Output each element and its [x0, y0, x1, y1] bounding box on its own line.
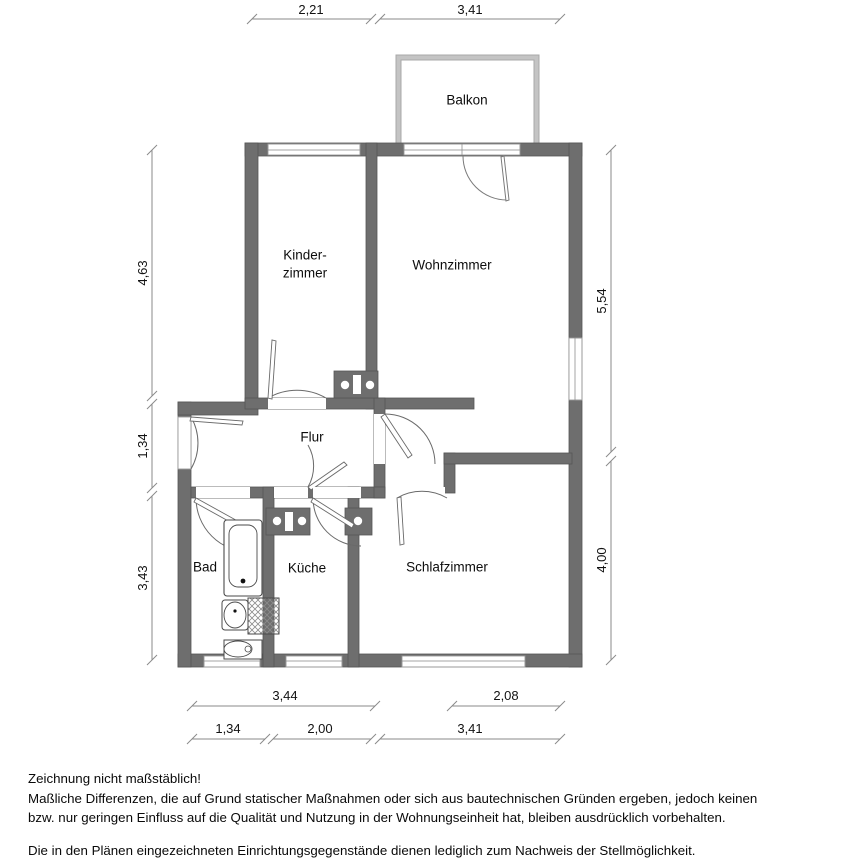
doors: [178, 340, 447, 552]
footer-spacer: [28, 828, 840, 841]
window-wohnzimmer-top: [404, 144, 520, 155]
shaft-kinderzimmer: [334, 371, 378, 398]
room-label-kinderzimmer-line2: zimmer: [282, 265, 328, 281]
shaft-kueche-left: [266, 508, 310, 535]
dimension-line-bottom-row2: [187, 734, 565, 744]
room-label-balkon: Balkon: [446, 92, 488, 108]
bathtub-icon: [224, 520, 262, 596]
dimension-top-1: 2,21: [298, 2, 324, 17]
dimension-line-right: [606, 145, 616, 665]
dimension-right-2: 4,00: [594, 547, 609, 573]
room-label-bad: Bad: [192, 559, 218, 575]
window-kinderzimmer-top: [268, 144, 360, 155]
dimension-bottom2-3: 3,41: [457, 721, 483, 736]
room-label-schlafzimmer: Schlafzimmer: [406, 559, 488, 575]
dimension-line-top: [247, 14, 565, 24]
footer-line-3: bzw. nur geringen Einfluss auf die Qualität und Nutzung in der Wohnungseinheit hat, bleiben ausdrücklich vorbehalten.: [28, 810, 726, 825]
dimension-left-1: 4,63: [135, 260, 150, 286]
room-label-wohnzimmer: Wohnzimmer: [412, 257, 492, 273]
dimension-left-2: 1,34: [135, 433, 150, 459]
dimension-left-3: 3,43: [135, 565, 150, 591]
shower-tray-icon: [248, 598, 279, 634]
dimension-bottom2-2: 2,00: [307, 721, 333, 736]
dimension-top-2: 3,41: [457, 2, 483, 17]
room-label-flur: Flur: [300, 429, 324, 445]
door-kinderzimmer: [268, 340, 326, 409]
door-entrance-flur: [178, 417, 243, 469]
room-label-kinderzimmer-line1: Kinder-: [283, 247, 327, 263]
dimension-bottom2-1: 1,34: [215, 721, 241, 736]
balcony-door-wohnzimmer: [463, 156, 509, 201]
footer-line-1: Zeichnung nicht maßstäblich!: [28, 771, 201, 786]
dimension-bottom1-1: 3,44: [272, 688, 298, 703]
footer-notes: [28, 769, 840, 860]
dimension-bottom1-2: 2,08: [493, 688, 519, 703]
door-wohnzimmer: [374, 414, 435, 464]
window-wohnzimmer-right: [569, 338, 582, 400]
dimension-right-1: 5,54: [594, 288, 609, 314]
footer-line-4: Die in den Plänen eingezeichneten Einrichtungsgegenstände dienen lediglich zum Nachweis der Stellmöglichkeit.: [28, 842, 696, 858]
window-schlafzimmer-bottom: [402, 656, 525, 667]
footer-line-2: Maßliche Differenzen, die auf Grund statischer Maßnahmen oder sich aus bautechnischen Gründen ergeben, jedoch keinen: [28, 790, 758, 806]
room-label-kueche: Küche: [287, 560, 327, 576]
toilet-icon: [224, 640, 262, 659]
washbasin-icon: [222, 600, 248, 630]
door-schlafzimmer: [395, 487, 447, 545]
window-kueche-bottom: [286, 656, 342, 667]
